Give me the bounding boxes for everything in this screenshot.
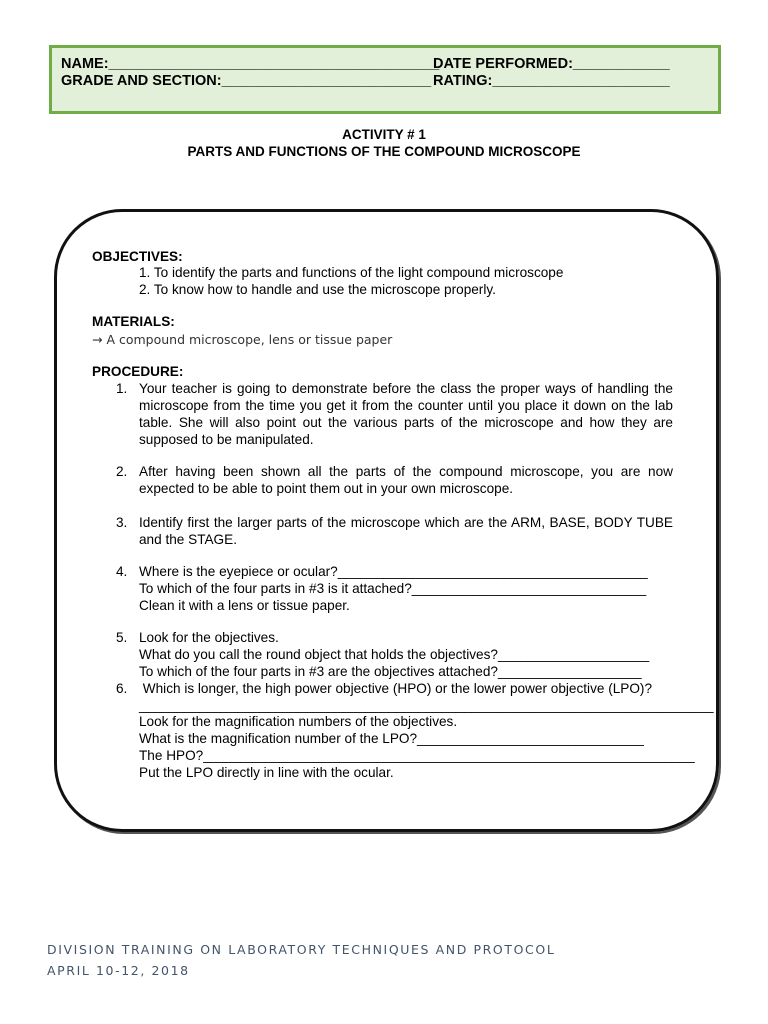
objective-item-2: 2. To know how to handle and use the microscope properly. — [139, 282, 496, 297]
step-number-1: 1. — [116, 381, 128, 396]
date-performed-field[interactable]: DATE PERFORMED:____________ — [433, 56, 670, 72]
step-6-instruction-2: Put the LPO directly in line with the ocular. — [139, 765, 394, 780]
name-field[interactable]: NAME:_________________________________________ — [61, 56, 440, 72]
step-number-2: 2. — [116, 464, 128, 479]
materials-heading: MATERIALS: — [92, 314, 175, 329]
step-6-answer-line[interactable]: ____________________________________________________________________________ — [139, 698, 714, 713]
step-5-question-2[interactable]: To which of the four parts in #3 are the objectives attached?___________________ — [139, 664, 642, 679]
objectives-heading: OBJECTIVES: — [92, 249, 183, 264]
step-4-question-2[interactable]: To which of the four parts in #3 is it attached?_______________________________ — [139, 581, 647, 596]
materials-text: → A compound microscope, lens or tissue paper — [92, 332, 393, 347]
procedure-heading: PROCEDURE: — [92, 364, 184, 379]
step-6-question-3[interactable]: The HPO?_________________________________________________________________ — [139, 748, 695, 763]
step-4-instruction: Clean it with a lens or tissue paper. — [139, 598, 350, 613]
step-6-question-1: Which is longer, the high power objective (HPO) or the lower power objective (LPO)? — [139, 681, 653, 696]
step-number-6: 6. — [116, 681, 128, 696]
step-number-4: 4. — [116, 564, 128, 579]
step-5-question-1[interactable]: What do you call the round object that holds the objectives?____________________ — [139, 647, 650, 662]
step-6-instruction-1: Look for the magnification numbers of the objectives. — [139, 714, 458, 729]
footer-date: APRIL 10-12, 2018 — [47, 963, 190, 978]
step-2-text: After having been shown all the parts of the compound microscope, you are now expected to be able to point them out in your own microscope. — [139, 464, 673, 496]
step-5-instruction: Look for the objectives. — [139, 630, 279, 645]
footer-training-title: DIVISION TRAINING ON LABORATORY TECHNIQUES AND PROTOCOL — [47, 942, 556, 957]
grade-section-field[interactable]: GRADE AND SECTION:__________________________ — [61, 73, 432, 89]
step-number-5: 5. — [116, 630, 128, 645]
step-number-3: 3. — [116, 515, 128, 530]
activity-number: ACTIVITY # 1 — [342, 127, 426, 142]
step-6-question-2[interactable]: What is the magnification number of the LPO?______________________________ — [139, 731, 644, 746]
step-4-question-1[interactable]: Where is the eyepiece or ocular?_________________________________________ — [139, 564, 648, 579]
rating-field[interactable]: RATING:______________________ — [433, 73, 670, 89]
activity-title: PARTS AND FUNCTIONS OF THE COMPOUND MICROSCOPE — [187, 144, 581, 159]
step-1-text: Your teacher is going to demonstrate before the class the proper ways of handling the microscope from the time you get it from the counter until you place it down on the lab table. She will also point out the various parts of the microscope and how they are supposed to be manipulated. — [139, 381, 673, 447]
objective-item-1: 1. To identify the parts and functions of the light compound microscope — [139, 265, 564, 280]
step-3-text: Identify first the larger parts of the microscope which are the ARM, BASE, BODY TUBE and the STAGE. — [139, 515, 673, 547]
header-box — [49, 45, 721, 114]
